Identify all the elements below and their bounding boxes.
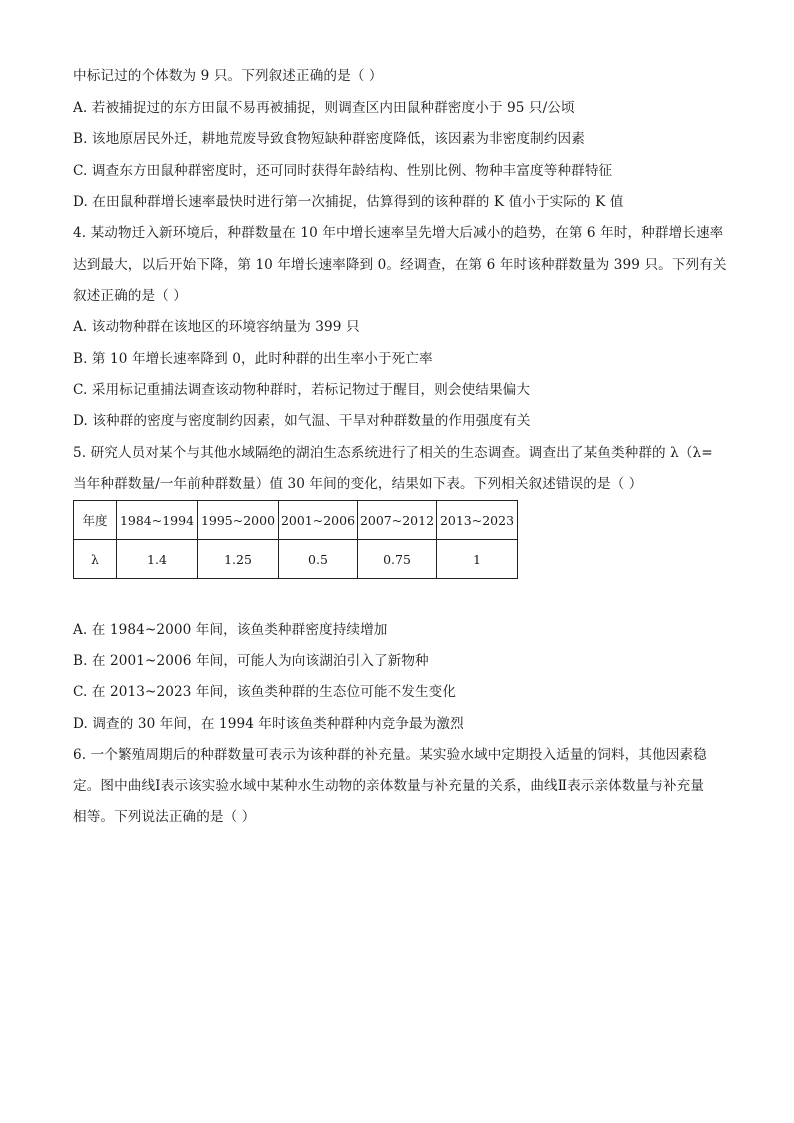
table-row-lambda bbox=[74, 540, 518, 579]
table-cell-lambda: 1.4 bbox=[117, 540, 198, 579]
q3-stem-tail: 中标记过的个体数为 9 只。下列叙述正确的是（ ） bbox=[73, 68, 383, 84]
table-cell-year: 1995~2000 bbox=[198, 501, 279, 540]
q5-option-b: B. 在 2001~2006 年间，可能人为向该湖泊引入了新物种 bbox=[73, 653, 429, 669]
q4-option-a: A. 该动物种群在该地区的环境容纳量为 399 只 bbox=[73, 319, 360, 335]
table-cell-year: 1984~1994 bbox=[117, 501, 198, 540]
q4-stem-line-3: 叙述正确的是（ ） bbox=[73, 288, 187, 304]
q5-stem-line-2: 当年种群数量/一年前种群数量）值 30 年间的变化，结果如下表。下列相关叙述错误的是（ ） bbox=[73, 476, 643, 492]
table-cell-lambda: 1.25 bbox=[198, 540, 279, 579]
table-cell-lambda: 0.75 bbox=[358, 540, 437, 579]
q5-stem-line-1: 5. 研究人员对某个与其他水域隔绝的湖泊生态系统进行了相关的生态调查。调查出了某鱼类种群的 λ（λ= bbox=[73, 445, 713, 461]
q3-option-b: B. 该地原居民外迁，耕地荒废导致食物短缺种群密度降低，该因素为非密度制约因素 bbox=[73, 131, 585, 147]
q4-stem-line-1: 4. 某动物迁入新环境后，种群数量在 10 年中增长速率呈先增大后减小的趋势，在第 6 年时，种群增长速率 bbox=[73, 225, 724, 241]
q5-option-d: D. 调查的 30 年间，在 1994 年时该鱼类种群种内竞争最为激烈 bbox=[73, 716, 464, 732]
table-header-lambda: λ bbox=[74, 540, 117, 579]
q6-stem-line-3: 相等。下列说法正确的是（ ） bbox=[73, 809, 256, 825]
q5-option-c: C. 在 2013~2023 年间，该鱼类种群的生态位可能不发生变化 bbox=[73, 684, 457, 700]
table-row-year bbox=[74, 501, 518, 540]
q3-option-c: C. 调查东方田鼠种群密度时，还可同时获得年龄结构、性别比例、物种丰富度等种群特征 bbox=[73, 163, 613, 179]
lambda-table bbox=[73, 500, 518, 579]
q4-option-c: C. 采用标记重捕法调查该动物种群时，若标记物过于醒目，则会使结果偏大 bbox=[73, 382, 531, 398]
table-cell-year: 2001~2006 bbox=[279, 501, 358, 540]
q4-option-b: B. 第 10 年增长速率降到 0，此时种群的出生率小于死亡率 bbox=[73, 351, 433, 367]
q4-stem-line-2: 达到最大，以后开始下降，第 10 年增长速率降到 0。经调查，在第 6 年时该种群数量为 399 只。下列有关 bbox=[73, 257, 727, 273]
q3-option-a: A. 若被捕捉过的东方田鼠不易再被捕捉，则调查区内田鼠种群密度小于 95 只/公顷 bbox=[73, 100, 575, 116]
table-cell-lambda: 1 bbox=[437, 540, 518, 579]
q3-option-d: D. 在田鼠种群增长速率最快时进行第一次捕捉，估算得到的该种群的 K 值小于实际的 K 值 bbox=[73, 194, 624, 210]
table-cell-lambda: 0.5 bbox=[279, 540, 358, 579]
q5-option-a: A. 在 1984~2000 年间，该鱼类种群密度持续增加 bbox=[73, 622, 388, 638]
q4-option-d: D. 该种群的密度与密度制约因素，如气温、干旱对种群数量的作用强度有关 bbox=[73, 413, 531, 429]
q6-stem-line-2: 定。图中曲线Ⅰ表示该实验水域中某种水生动物的亲体数量与补充量的关系，曲线Ⅱ表示亲体数量与补充量 bbox=[73, 778, 705, 794]
table-cell-year: 2007~2012 bbox=[358, 501, 437, 540]
table-cell-year: 2013~2023 bbox=[437, 501, 518, 540]
q6-stem-line-1: 6. 一个繁殖周期后的种群数量可表示为该种群的补充量。某实验水域中定期投入适量的饲料，其他因素稳 bbox=[73, 747, 707, 763]
table-header-year: 年度 bbox=[74, 501, 117, 540]
